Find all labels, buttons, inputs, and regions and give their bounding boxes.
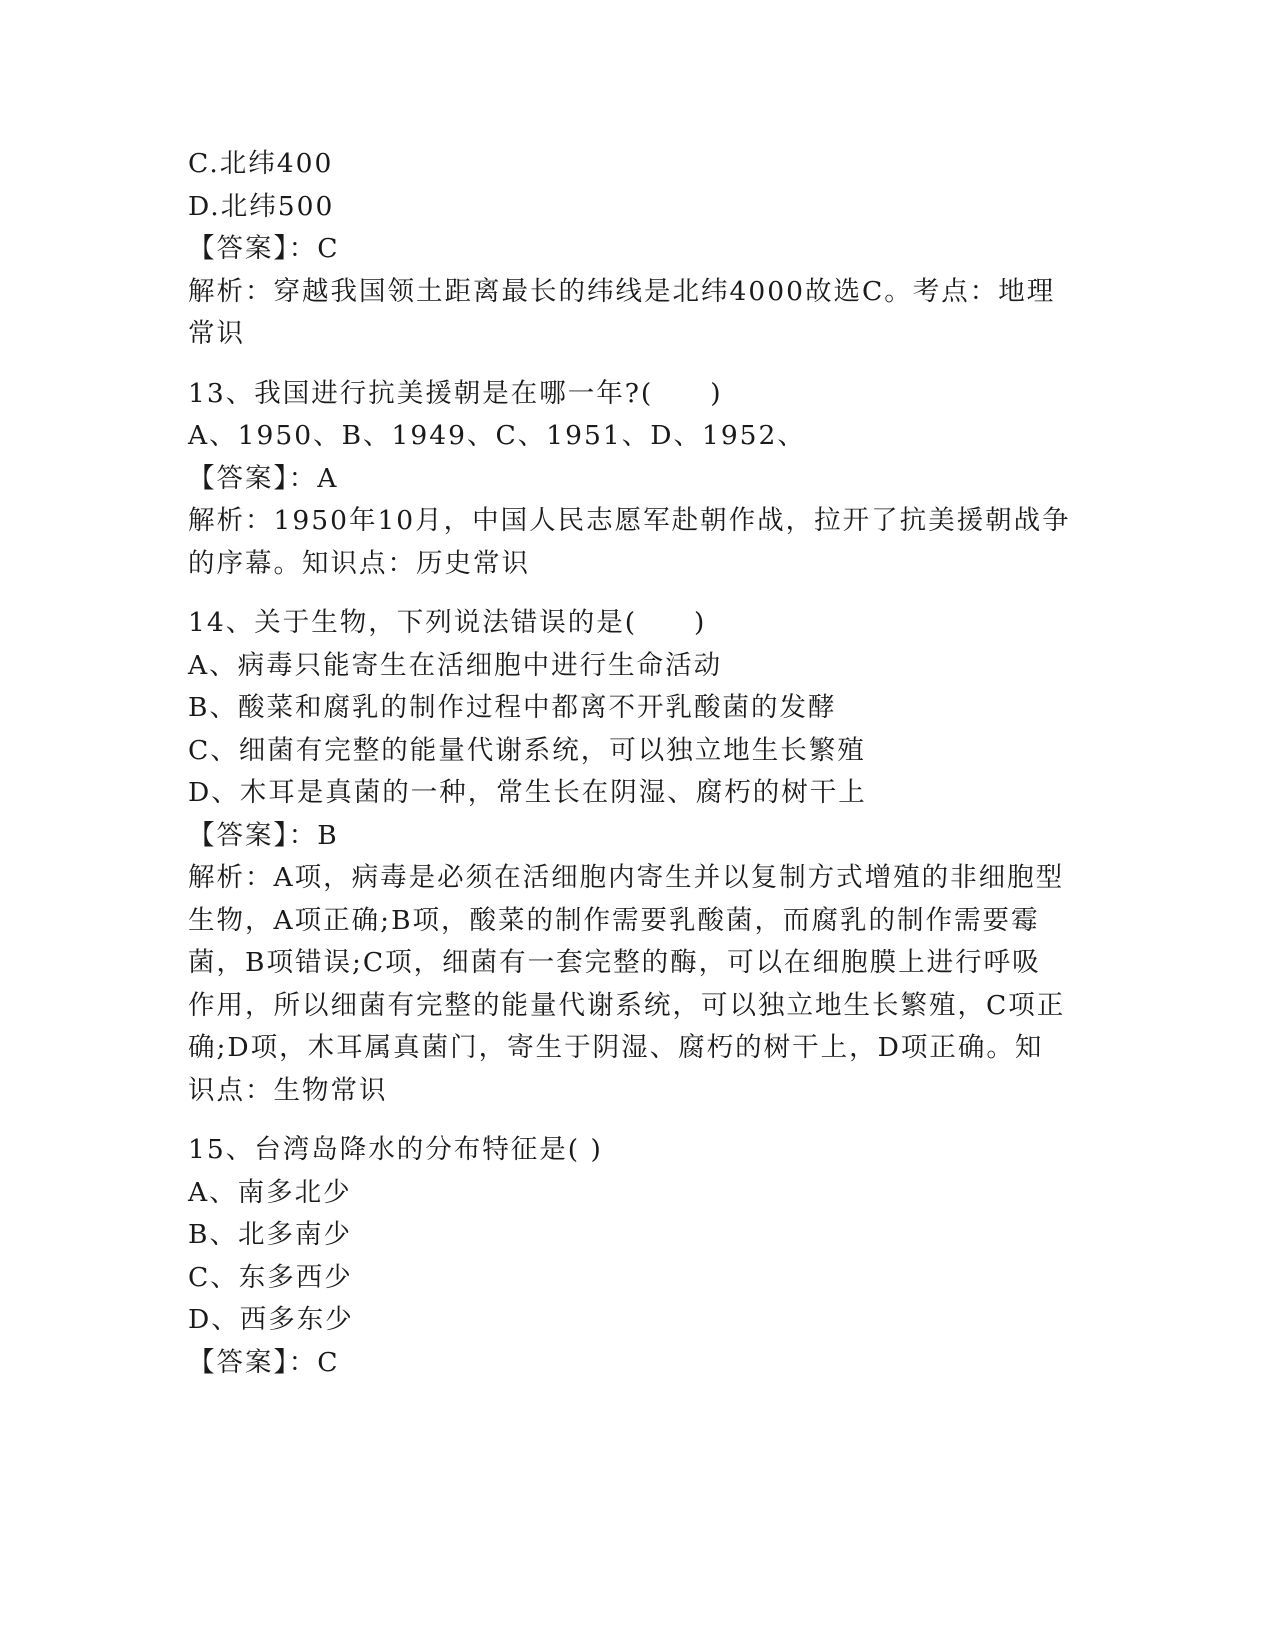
explanation-line: 作用，所以细菌有完整的能量代谢系统，可以独立地生长繁殖，C项正 bbox=[188, 989, 1066, 1021]
options-line: A、1950、B、1949、C、1951、D、1952、 bbox=[188, 420, 806, 451]
option-d: D.北纬500 bbox=[188, 190, 335, 222]
answer-line: 【答案】：C bbox=[188, 1346, 340, 1378]
answer-line: 【答案】：C bbox=[188, 233, 340, 264]
question-14 bbox=[188, 602, 1088, 1112]
explanation-line: 解析：1950年10月，中国人民志愿军赴朝作战，拉开了抗美援朝战争 bbox=[188, 505, 1071, 536]
explanation-line: 菌，B项错误;C项，细菌有一套完整的酶，可以在细胞膜上进行呼吸 bbox=[188, 947, 1041, 978]
question-15 bbox=[188, 1129, 1088, 1384]
explanation-line: 生物，A项正确;B项，酸菜的制作需要乳酸菌，而腐乳的制作需要霉 bbox=[188, 904, 1040, 936]
option-b: B、酸菜和腐乳的制作过程中都离不开乳酸菌的发酵 bbox=[188, 692, 837, 723]
explanation-line: 识点：生物常识 bbox=[188, 1074, 388, 1106]
answer-line: 【答案】：A bbox=[188, 462, 339, 494]
question-text: 15、台湾岛降水的分布特征是( ) bbox=[188, 1134, 603, 1165]
option-a: A、病毒只能寄生在活细胞中进行生命活动 bbox=[188, 649, 723, 681]
question-13 bbox=[188, 373, 1088, 586]
document-page bbox=[188, 143, 1088, 1384]
option-a: A、南多北少 bbox=[188, 1176, 352, 1208]
option-c: C.北纬400 bbox=[188, 148, 334, 179]
answer-line: 【答案】：B bbox=[188, 819, 339, 851]
question-text: 13、我国进行抗美援朝是在哪一年?( ) bbox=[188, 377, 723, 409]
explanation-line: 确;D项，木耳属真菌门，寄生于阴湿、腐朽的树干上，D项正确。知 bbox=[188, 1032, 1044, 1063]
question-12-tail bbox=[188, 143, 1088, 356]
explanation-line: 的序幕。知识点：历史常识 bbox=[188, 547, 530, 579]
option-d: D、西多东少 bbox=[188, 1304, 354, 1335]
question-text: 14、关于生物，下列说法错误的是( ) bbox=[188, 607, 707, 638]
option-c: C、东多西少 bbox=[188, 1261, 353, 1293]
option-c: C、细菌有完整的能量代谢系统，可以独立地生长繁殖 bbox=[188, 734, 866, 766]
option-b: B、北多南少 bbox=[188, 1219, 352, 1250]
option-d: D、木耳是真菌的一种，常生长在阴湿、腐朽的树干上 bbox=[188, 777, 867, 808]
explanation-line: 常识 bbox=[188, 318, 245, 349]
explanation-line: 解析：穿越我国领土距离最长的纬线是北纬4000故选C。考点：地理 bbox=[188, 275, 1056, 307]
explanation-line: 解析：A项，病毒是必须在活细胞内寄生并以复制方式增殖的非细胞型 bbox=[188, 862, 1065, 893]
